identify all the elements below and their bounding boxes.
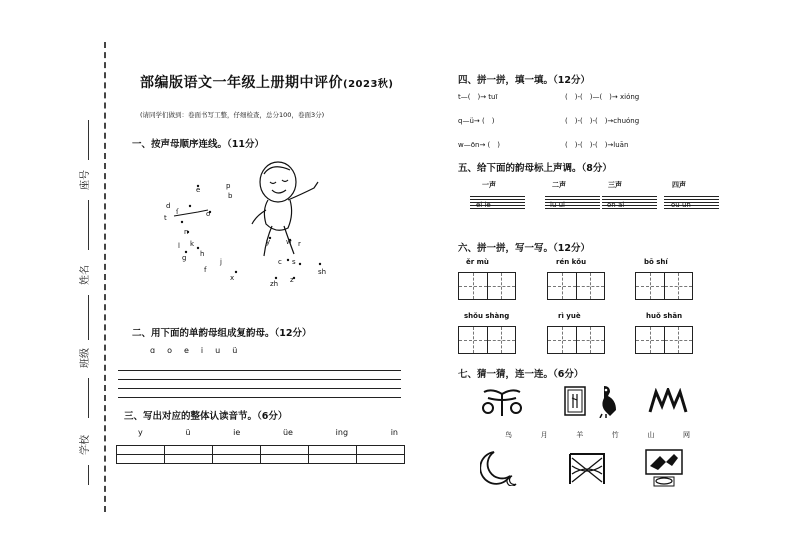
blend-right-2: ( )-( )-( )→chuóng [565,117,640,125]
vowel-list [150,346,237,355]
writing-box-6[interactable] [635,326,693,354]
title-text: 部编版语文一年级上册期中评价 [140,75,343,91]
blend-left-3: w—ōn→ ( ) [458,141,500,149]
tone-label-1: 一声 [482,181,496,189]
svg-text:ſ: ſ [176,208,179,216]
school-label: 学校 [80,435,91,455]
tone-label-4: 四声 [672,181,686,189]
svg-text:zh: zh [270,280,279,288]
section2-title: 二、用下面的单韵母组成复韵母。（12分） [132,328,312,339]
writing-box-3[interactable] [635,272,693,300]
vowel-e: e [183,346,189,355]
grid-cell[interactable] [117,446,165,455]
blend-right-3: ( )-( )-( )→luān [565,141,629,149]
svg-text:h: h [200,250,205,258]
writing-box-4[interactable] [458,326,516,354]
grid-cell[interactable] [213,446,261,455]
vowel-u: u [215,346,221,355]
name-label: 姓名 [80,265,91,285]
grid-cell[interactable] [357,455,405,464]
tone-item-2: iu ui [550,201,565,209]
syllable-writing-grid [116,445,405,464]
page-title [140,72,393,92]
svg-text:k: k [190,240,195,248]
vowel-v: ü [232,346,238,355]
svg-text:c: c [278,258,282,266]
instructions: (请同学们做到：卷面书写工整，仔细检查，总分100，卷面3分) [140,111,325,119]
grid-cell[interactable] [213,455,261,464]
char-sheep: 羊 [576,431,584,439]
grid-cell[interactable] [261,446,309,455]
title-year: (2023秋) [343,79,394,90]
svg-text:s: s [292,258,296,266]
writing-box-1[interactable] [458,272,516,300]
syllable-header: ü [185,428,191,437]
svg-text:d: d [166,202,171,210]
syllable-headers [138,428,398,437]
word-pinyin-2: rén kǒu [556,258,587,266]
grid-cell[interactable] [117,455,165,464]
grid-cell[interactable] [309,455,357,464]
writing-box-5[interactable] [547,326,605,354]
char-moon: 月 [540,431,548,439]
bird-nest-pictograph [644,448,684,492]
svg-text:o: o [206,210,211,218]
moon-pictograph [480,450,520,490]
svg-text:n: n [184,228,189,236]
grid-cell[interactable] [309,446,357,455]
character-list [505,430,690,440]
section5-title: 五、给下面的韵母标上声调。（8分） [458,163,612,174]
syllable-header: ing [335,428,349,437]
blend-left-2: q—ü→ ( ) [458,117,495,125]
syllable-header: y [138,428,143,437]
svg-text:w: w [286,238,292,246]
binding-line [104,42,106,512]
word-pinyin-3: bō shí [644,258,668,266]
sheep-pictograph [480,386,524,422]
tone-item-1: ei ie [476,201,491,209]
section7-title: 七、猜一猜，连一连。（6分） [458,369,584,380]
syllable-header: üe [282,428,293,437]
dot-to-dot-puzzle [160,160,360,295]
blend-left-1: t—( )→ tuī [458,93,498,101]
svg-text:r: r [298,240,301,248]
word-pinyin-1: ěr mù [466,258,489,266]
writing-box-2[interactable] [547,272,605,300]
section4-title: 四、拼一拼，填一填。（12分） [458,75,590,86]
char-mountain: 山 [647,431,655,439]
writing-lines-1 [118,370,401,406]
grid-cell[interactable] [357,446,405,455]
svg-text:x: x [230,274,235,282]
grid-cell[interactable] [165,446,213,455]
tone-label-2: 二声 [552,181,566,189]
section1-title: 一、按声母顺序连线。（11分） [132,139,264,150]
class-label: 班级 [80,348,91,368]
vowel-o: o [167,346,172,355]
char-net: 网 [682,431,690,439]
vowel-a: ɑ [150,346,156,355]
svg-text:l: l [178,242,180,250]
char-bird: 鸟 [505,431,512,439]
grid-cell[interactable] [261,455,309,464]
seat-label: 座号 [80,170,91,190]
svg-text:j: j [220,258,222,266]
mountain-pictograph [648,388,688,418]
word-pinyin-5: rì yuè [558,312,581,320]
blend-right-1: ( )-( )—( )→ xióng [565,93,640,101]
svg-text:f: f [204,266,207,274]
word-pinyin-6: huǒ shān [646,312,683,320]
syllable-header: in [390,428,398,437]
tone-item-3: ōn ai [607,201,625,209]
section6-title: 六、拼一拼，写一写。（12分） [458,243,590,254]
svg-text:sh: sh [318,268,327,276]
bamboo-stamp-pictograph [564,386,586,420]
syllable-header: ie [233,428,241,437]
bird-pictograph [596,384,618,422]
word-pinyin-4: shǒu shàng [464,312,510,320]
section3-title: 三、写出对应的整体认读音节。（6分） [124,411,288,422]
svg-text:g: g [182,254,187,262]
tone-item-4: ou un [671,201,691,209]
svg-text:p: p [226,182,231,190]
svg-text:t: t [164,214,167,222]
svg-text:z: z [290,276,294,284]
char-bamboo: 竹 [611,431,619,439]
net-pictograph [568,452,606,490]
svg-text:b: b [228,192,233,200]
grid-cell[interactable] [165,455,213,464]
tone-label-3: 三声 [608,181,622,189]
svg-text:y: y [266,238,271,246]
svg-text:e: e [196,186,201,194]
vowel-i: i [200,346,204,355]
